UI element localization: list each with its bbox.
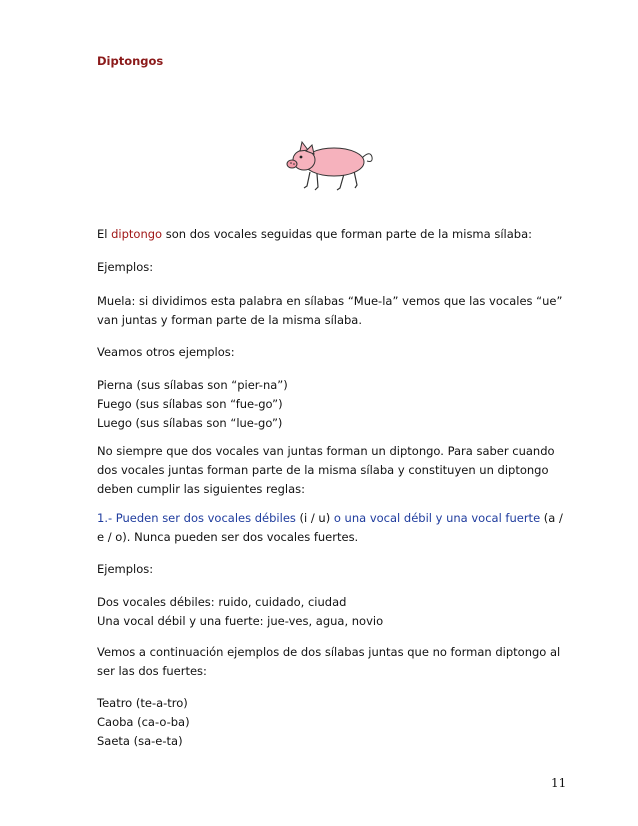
vemos-paragraph <box>97 643 567 681</box>
rule-1-part-d: (a / <box>540 511 563 525</box>
page-number: 11 <box>551 776 567 790</box>
muela-line-2: van juntas y forman parte de la misma sílaba. <box>97 313 363 327</box>
muela-paragraph <box>97 292 567 330</box>
nosiempre-line-3: deben cumplir las siguientes reglas: <box>97 482 305 496</box>
intro-text-end: son dos vocales seguidas que forman parte de la misma sílaba: <box>162 227 532 241</box>
ejemplos-label-2: Ejemplos: <box>97 562 154 576</box>
example-item: Fuego (sus sílabas son “fue-go”) <box>97 397 283 411</box>
rule-1-line-2: e / o). Nunca pueden ser dos vocales fuertes. <box>97 530 359 544</box>
nosiempre-paragraph <box>97 442 567 499</box>
term-diptongo: diptongo <box>111 227 163 241</box>
example-item: Pierna (sus sílabas son “pier-na”) <box>97 378 288 392</box>
muela-line-1: Muela: si dividimos esta palabra en sílabas “Mue-la” vemos que las vocales “ue” <box>97 294 563 308</box>
rule-1-part-c: o una vocal débil y una vocal fuerte <box>333 511 541 525</box>
debiles-list <box>97 593 567 631</box>
fuertes-item: Caoba (ca-o-ba) <box>97 715 190 729</box>
example-item: Luego (sus sílabas son “lue-go”) <box>97 416 283 430</box>
fuertes-item: Saeta (sa-e-ta) <box>97 734 183 748</box>
examples-list <box>97 376 567 433</box>
intro-paragraph <box>97 225 567 244</box>
page-title: Diptongos <box>97 54 164 68</box>
vemos-line-2: ser las dos fuertes: <box>97 664 207 678</box>
rule-1-paragraph <box>97 509 567 547</box>
rule-1-part-a: 1.- Pueden ser dos vocales débiles <box>97 511 296 525</box>
intro-text: El <box>97 227 112 241</box>
fuertes-item: Teatro (te-a-tro) <box>97 696 188 710</box>
fuertes-list <box>97 694 567 751</box>
vemos-line-1: Vemos a continuación ejemplos de dos sílabas juntas que no forman diptongo al <box>97 645 561 659</box>
nosiempre-line-2: dos vocales juntas forman parte de la misma sílaba y constituyen un diptongo <box>97 463 549 477</box>
veamos-label: Veamos otros ejemplos: <box>97 345 235 359</box>
rule-1-part-b: (i / u) <box>295 511 334 525</box>
ejemplos-label-1: Ejemplos: <box>97 260 154 274</box>
debiles-item: Dos vocales débiles: ruido, cuidado, ciudad <box>97 595 347 609</box>
rule-1-line-1 <box>97 509 567 528</box>
debiles-item: Una vocal débil y una fuerte: jue-ves, agua, novio <box>97 614 384 628</box>
nosiempre-line-1: No siempre que dos vocales van juntas forman un diptongo. Para saber cuando <box>97 444 555 458</box>
pig-icon <box>282 138 378 196</box>
